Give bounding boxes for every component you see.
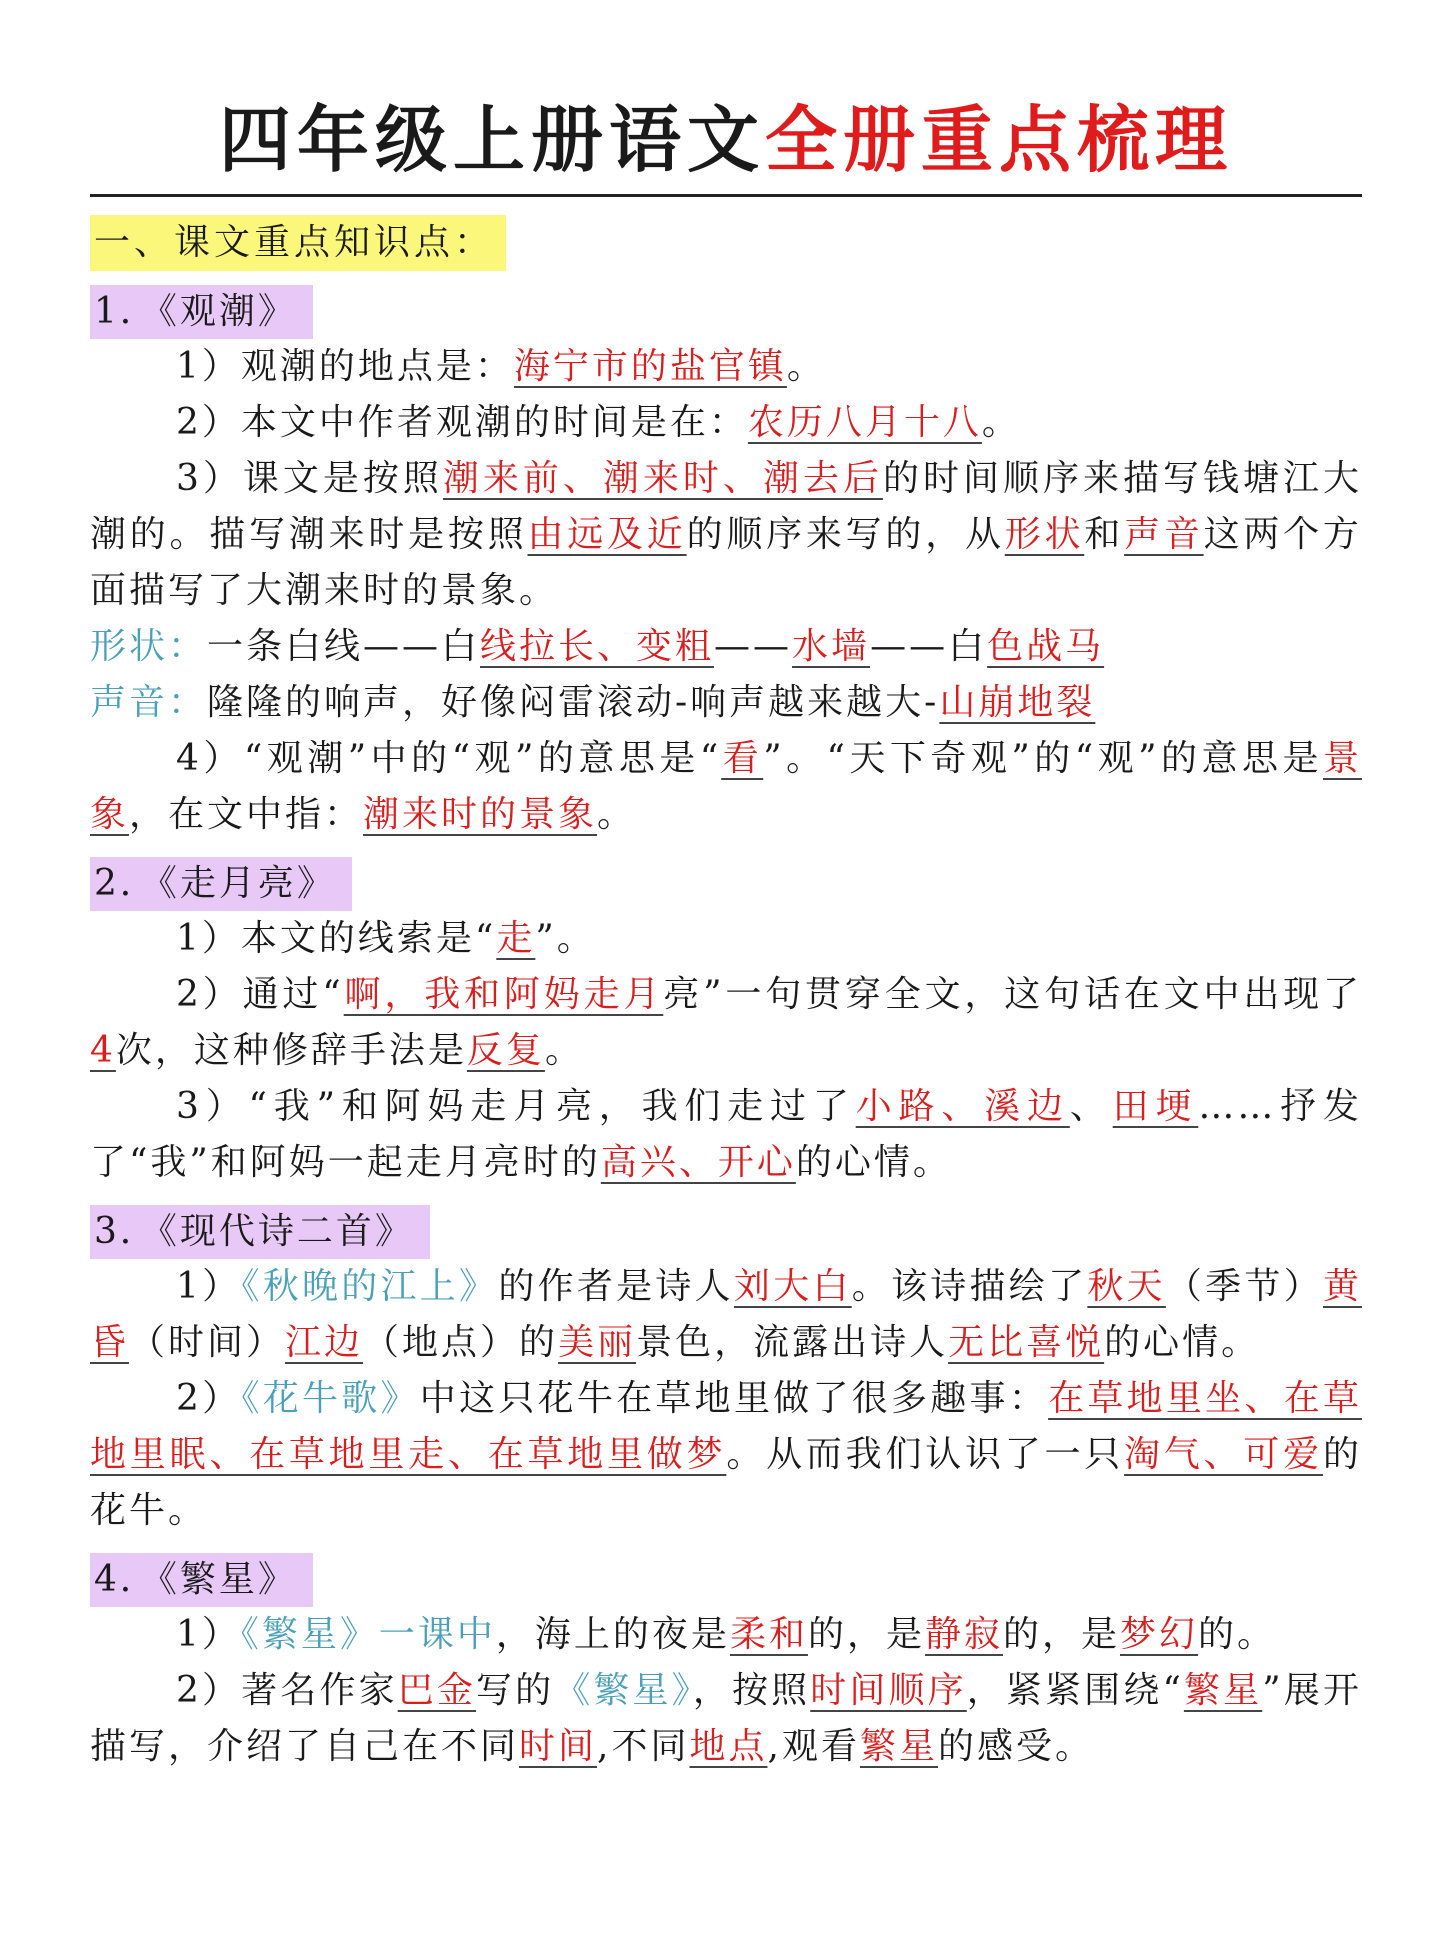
poem-title: 《花牛歌》 — [241, 1378, 420, 1419]
answer: 无比喜悦 — [948, 1322, 1105, 1363]
answer: 线拉长、变粗 — [480, 626, 715, 667]
paragraph: 1）《秋晚的江上》的作者是诗人刘大白。该诗描绘了秋天（季节）黄昏（时间）江边（地点）的美丽景色，流露出诗人无比喜悦的心情。 — [90, 1266, 1362, 1363]
answer: 时间顺序 — [810, 1670, 967, 1711]
answer: 水墙 — [792, 626, 871, 667]
paragraph: 2）著名作家巴金写的《繁星》，按照时间顺序，紧紧围绕“繁星”展开描写，介绍了自己在不同时间,不同地点,观看繁星的感受。 — [90, 1670, 1362, 1767]
paragraph: 1）本文的线索是“走”。 — [176, 918, 596, 959]
lesson-title-ref: 《繁星》一课中 — [240, 1614, 496, 1655]
paragraph-shape: 形状：一条白线——白线拉长、变粗——水墙——白色战马 — [90, 626, 1105, 667]
page-title — [90, 92, 1362, 197]
paragraph: 2）通过“啊，我和阿妈走月亮”一句贯穿全文，这句话在文中出现了4次，这种修辞手法是反复。 — [90, 974, 1363, 1071]
paragraph: 1）观潮的地点是：海宁市的盐官镇。 — [176, 346, 826, 387]
paragraph: 3）“我”和阿妈走月亮，我们走过了小路、溪边、田埂……抒发了“我”和阿妈一起走月亮时的高兴、开心的心情。 — [90, 1086, 1362, 1183]
sound-label: 声音： — [90, 682, 208, 723]
answer: 潮来前、潮来时、潮去后 — [442, 458, 883, 499]
lesson-heading-2: 2．《走月亮》 — [90, 857, 352, 911]
paragraph: 2）《花牛歌》中这只花牛在草地里做了很多趣事：在草地里坐、在草地里眠、在草地里走、在草地里做梦。从而我们认识了一只淘气、可爱的花牛。 — [90, 1378, 1362, 1531]
shape-label: 形状： — [90, 626, 208, 667]
answer: 声音 — [1124, 514, 1204, 555]
paragraph: 4）“观潮”中的“观”的意思是“看”。“天下奇观”的“观”的意思是景象，在文中指：潮来时的景象。 — [90, 738, 1362, 835]
answer: 巴金 — [397, 1670, 476, 1711]
answer: 繁星 — [1183, 1670, 1263, 1711]
answer: 秋天 — [1087, 1266, 1166, 1307]
answer: 柔和 — [729, 1614, 808, 1655]
paragraph: 1）《繁星》一课中，海上的夜是柔和的，是静寂的，是梦幻的。 — [176, 1614, 1277, 1655]
answer: 农历八月十八 — [747, 402, 982, 443]
paragraph: 3）课文是按照潮来前、潮来时、潮去后的时间顺序来描写钱塘江大潮的。描写潮来时是按照由远及近的顺序来写的，从形状和声音这两个方面描写了大潮来时的景象。 — [90, 458, 1362, 611]
answer: 4 — [90, 1030, 116, 1071]
answer: 高兴、开心 — [600, 1142, 796, 1183]
answer: 潮来时的景象 — [363, 794, 598, 835]
answer: 在草地里坐、在草地里眠、在草地里走、在草地里做梦 — [90, 1378, 1362, 1475]
answer: 色战马 — [987, 626, 1105, 667]
answer: 繁星 — [859, 1726, 938, 1767]
answer: 啊，我和阿妈走月 — [343, 974, 664, 1015]
answer: 地点 — [689, 1726, 768, 1767]
answer: 江边 — [285, 1322, 364, 1363]
section-heading: 一、课文重点知识点： — [90, 215, 506, 271]
answer: 景象 — [90, 738, 1362, 835]
document-page — [90, 92, 1362, 1775]
answer: 静寂 — [924, 1614, 1003, 1655]
answer: 反复 — [466, 1030, 545, 1071]
answer: 田埂 — [1112, 1086, 1199, 1127]
title-red: 全册重点梳理 — [765, 98, 1234, 182]
answer: 海宁市的盐官镇 — [513, 346, 787, 387]
answer: 刘大白 — [733, 1266, 852, 1307]
paragraph-sound: 声音：隆隆的响声，好像闷雷滚动-响声越来越大-山崩地裂 — [90, 682, 1096, 723]
answer: 黄昏 — [90, 1266, 1362, 1363]
answer: 淘气、可爱 — [1124, 1434, 1323, 1475]
answer: 由远及近 — [527, 514, 687, 555]
answer: 形状 — [1004, 514, 1085, 555]
answer: 小路、溪边 — [855, 1086, 1070, 1127]
answer: 梦幻 — [1120, 1614, 1199, 1655]
answer: 美丽 — [558, 1322, 637, 1363]
lesson-heading-3: 3．《现代诗二首》 — [90, 1205, 430, 1259]
title-black: 四年级上册语文 — [218, 98, 765, 182]
paragraph: 2）本文中作者观潮的时间是在：农历八月十八。 — [176, 402, 1021, 443]
lesson-heading-4: 4．《繁星》 — [90, 1553, 313, 1607]
answer: 山崩地裂 — [939, 682, 1096, 723]
poem-title: 《秋晚的江上》 — [241, 1266, 499, 1307]
answer: 看 — [721, 738, 764, 779]
answer: 走 — [496, 918, 536, 959]
lesson-heading-1: 1．《观潮》 — [90, 285, 313, 339]
lesson-title-ref: 《繁星》 — [554, 1670, 693, 1711]
answer: 时间 — [519, 1726, 598, 1767]
